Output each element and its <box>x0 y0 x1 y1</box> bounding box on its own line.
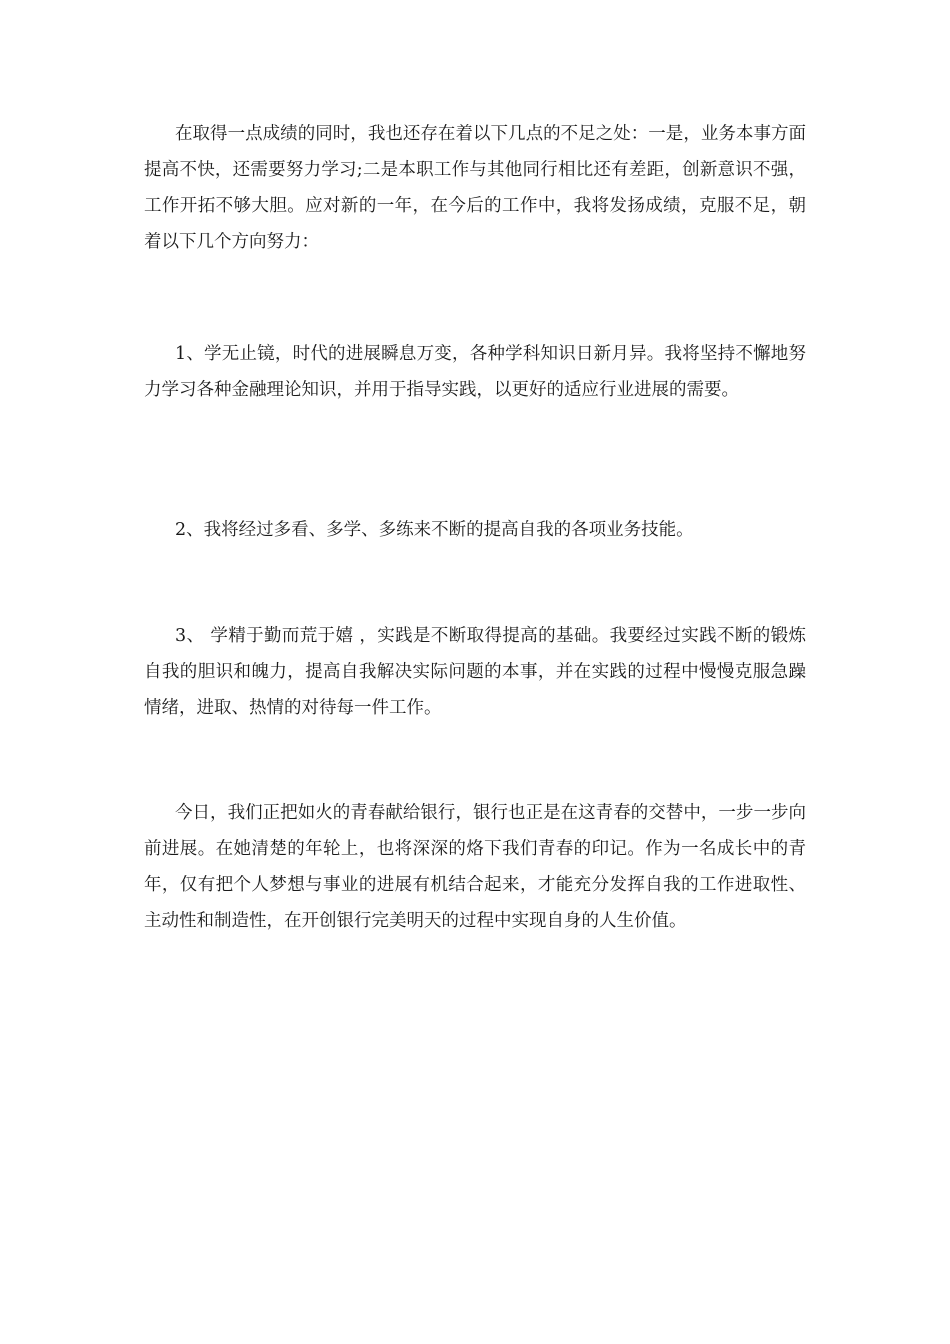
paragraph-shortcomings: 在取得一点成绩的同时，我也还存在着以下几点的不足之处：一是，业务本事方面提高不快，还需要努力学习;二是本职工作与其他同行相比还有差距，创新意识不强，工作开拓不够大胆。应对新的一年，在今后的工作中，我将发扬成绩，克服不足，朝着以下几个方向努力： <box>144 124 806 252</box>
paragraph-conclusion: 今日，我们正把如火的青春献给银行，银行也正是在这青春的交替中，一步一步向前进展。在她清楚的年轮上，也将深深的烙下我们青春的印记。作为一名成长中的青年，仅有把个人梦想与事业的进展有机结合起来，才能充分发挥自我的工作进取性、主动性和制造性，在开创银行完美明天的过程中实现自身的人生价值。 <box>144 803 806 931</box>
paragraph-point-1: 1、学无止镜，时代的进展瞬息万变，各种学科知识日新月异。我将坚持不懈地努力学习各种金融理论知识，并用于指导实践，以更好的适应行业进展的需要。 <box>144 344 806 400</box>
paragraph-point-2: 2、我将经过多看、多学、多练来不断的提高自我的各项业务技能。 <box>175 520 694 540</box>
paragraph-point-3: 3、 学精于勤而荒于嬉 ，实践是不断取得提高的基础。我要经过实践不断的锻炼自我的胆识和魄力，提高自我解决实际问题的本事，并在实践的过程中慢慢克服急躁情绪，进取、热情的对待每一件工作。 <box>144 626 806 718</box>
